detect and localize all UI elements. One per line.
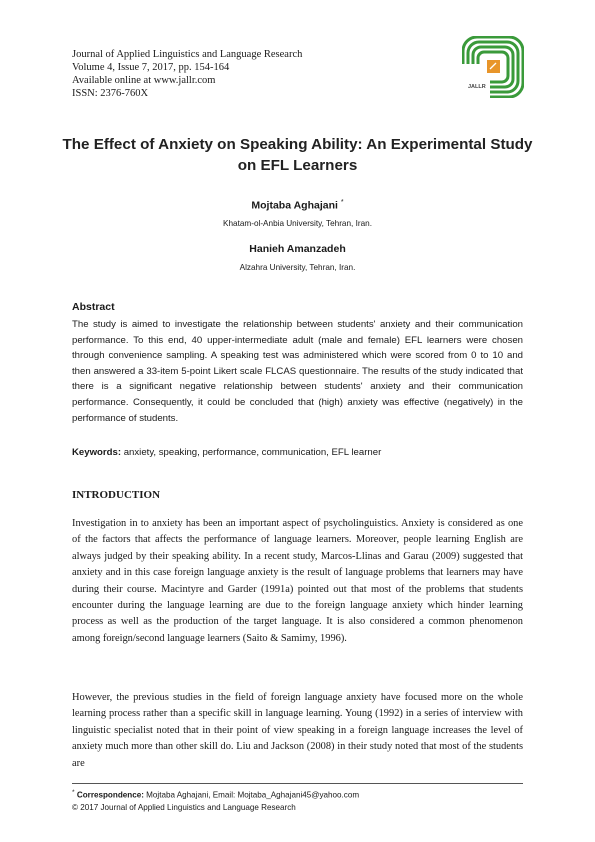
journal-issn: ISSN: 2376-760X (72, 88, 149, 99)
author-1-name: Mojtaba Aghajani (251, 199, 338, 212)
body-paragraph-1: Investigation in to anxiety has been an important aspect of psycholinguistics. Anxiety is considered as one of the factors that affects the performance of language learners. Moreover, people learning English are always judged by their speaking ability. In a recent study, Marcos-Llinas and Garau (2009) suggested that anxiety and in this case foreign language anxiety is the result of language problems that learners may have during their course. Macintyre and Garder (1991a) pointed out that most of the problems that students encounter during the language learning are due to the foreign language anxiety which hinder learning process as well as the production of the target language. It is also considered a common phenomenon among foreign/second language learners (Saito & Samimy, 1996). (72, 518, 523, 644)
section-heading-introduction: INTRODUCTION (72, 489, 161, 501)
footnote-copyright: © 2017 Journal of Applied Linguistics and Language Research (72, 802, 296, 812)
keywords-label: Keywords: (72, 447, 122, 458)
logo-text: JALLR (468, 84, 486, 90)
author-2 (0, 243, 595, 255)
footnote (72, 787, 359, 814)
body-paragraph-2: However, the previous studies in the field of foreign language anxiety have focused more on the whole learning process rather than a specific skill in language learning. Young (1992) in a series of interview with linguistic specialist noted that in their point of view speaking in a foreign language increases the level of anxiety much more than other skill do. Liu and Jackson (2008) in their study noted that most of the students are (72, 692, 523, 769)
journal-name: Journal of Applied Linguistics and Language Research (72, 49, 303, 60)
author-1-marker: * (340, 199, 344, 206)
journal-logo-icon (462, 36, 524, 98)
author-2-name: Hanieh Amanzadeh (249, 243, 346, 255)
author-1 (0, 199, 595, 212)
abstract-text: The study is aimed to investigate the relationship between students' anxiety and their communication performance. To this end, 40 upper-intermediate adult (male and female) EFL learners were chosen through convenience sampling. A speaking test was administered which were scored from 0 to 10 and then answered a 33-item 5-point Likert scale FLCAS questionnaire. The results of the study indicated that there is a significant negative relationship between students' anxiety and their communication performance. Consequently, it could be concluded that (high) anxiety was effective (negatively) in the performance of students. (72, 319, 523, 424)
author-1-affiliation: Khatam-ol-Anbia University, Tehran, Iran. (223, 219, 372, 228)
journal-info (72, 48, 302, 100)
keywords-list: anxiety, speaking, performance, communication, EFL learner (123, 447, 382, 458)
author-2-affiliation: Alzahra University, Tehran, Iran. (239, 263, 356, 272)
paper-title: The Effect of Anxiety on Speaking Ability: An Experimental Study on EFL Learners (62, 136, 533, 174)
journal-availability: Available online at www.jallr.com (72, 75, 216, 86)
footnote-marker: * (72, 789, 75, 796)
journal-volume: Volume 4, Issue 7, 2017, pp. 154-164 (72, 62, 230, 73)
keywords (72, 447, 381, 458)
abstract-heading: Abstract (72, 301, 115, 313)
footnote-label: Correspondence: (76, 790, 144, 800)
footnote-text: Mojtaba Aghajani, Email: Mojtaba_Aghajani45@yahoo.com (146, 790, 360, 800)
footnote-correspondence (72, 787, 359, 802)
footnote-divider (72, 783, 523, 784)
